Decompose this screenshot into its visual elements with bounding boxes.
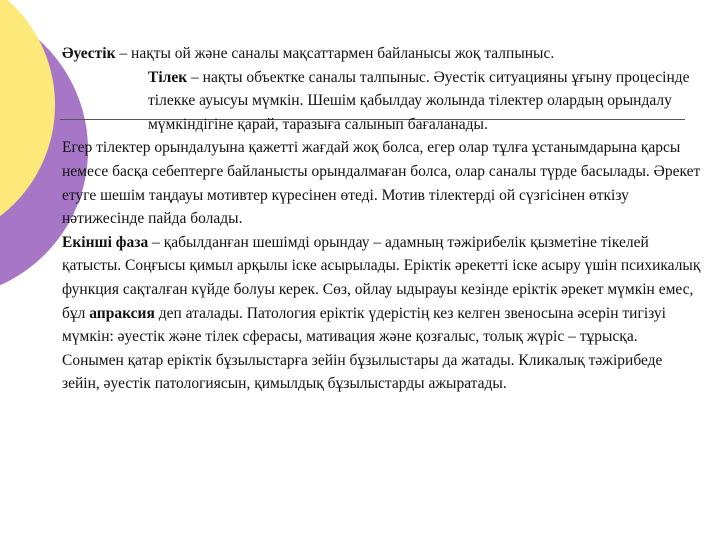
term-auestik: Әуестік	[62, 45, 116, 62]
paragraph-2	[62, 66, 702, 137]
paragraph-4-text-b: деп аталады. Патология еріктік үдерістің кез келген звеносына әсерін тигізуі мүмкін: әуестік және тілек сферасы, мативация және қозғалыс, толық жүріс – тұрысқа. Сонымен қатар еріктік бұзылыстарға зейін бұзылыстары да жатады. Кликалық тәжірибеде зейін, әуестік патологиясын, қимылдық бұзылыстарды ажыратады.	[62, 304, 666, 393]
term-apraksiya: апраксия	[89, 304, 155, 322]
paragraph-4	[62, 231, 702, 396]
paragraph-1	[62, 42, 702, 66]
paragraph-4-text-a: – қабылданған шешімді орындау – адамның тәжірибелік қызметіне тікелей қатысты. Соңғысы қимыл арқылы іске асырылады. Еріктік әрекетті іске асыру үшін психикалық функция сақталған күйде болуы керек. Сөз, ойлау ыдырауы кезінде еріктік әрекет мүмкін емес, бұл	[62, 233, 701, 322]
term-ekinshi-faza: Екінші фаза	[62, 233, 149, 251]
paragraph-3	[62, 136, 702, 230]
paragraph-1-text: – нақты ой және саналы мақсаттармен байланысы жоқ талпыныс.	[115, 45, 555, 62]
paragraph-2-text: – нақты объектке саналы талпыныс. Әуестік ситуацияны ұғыну процесінде тілекке ауысуы мүмкін. Шешім қабылдау жолында тілектер олардың орындалу мүмкіндігіне қарай, таразыға салынып бағаланады.	[148, 68, 690, 133]
document-body	[62, 42, 702, 396]
paragraph-3-text: Егер тілектер орындалуына қажетті жағдай жоқ болса, егер олар тұлға ұстанымдарына қарсы немесе басқа себептерге байланысты орындалмаған болса, олар саналы түрде басылады. Әрекет етуге шешім таңдауы мотивтер күресінен өтеді. Мотив тілектерді ой сүзгісінен өткізу нәтижесінде пайда болады.	[62, 139, 701, 228]
term-tilek: Тілек	[148, 68, 188, 86]
